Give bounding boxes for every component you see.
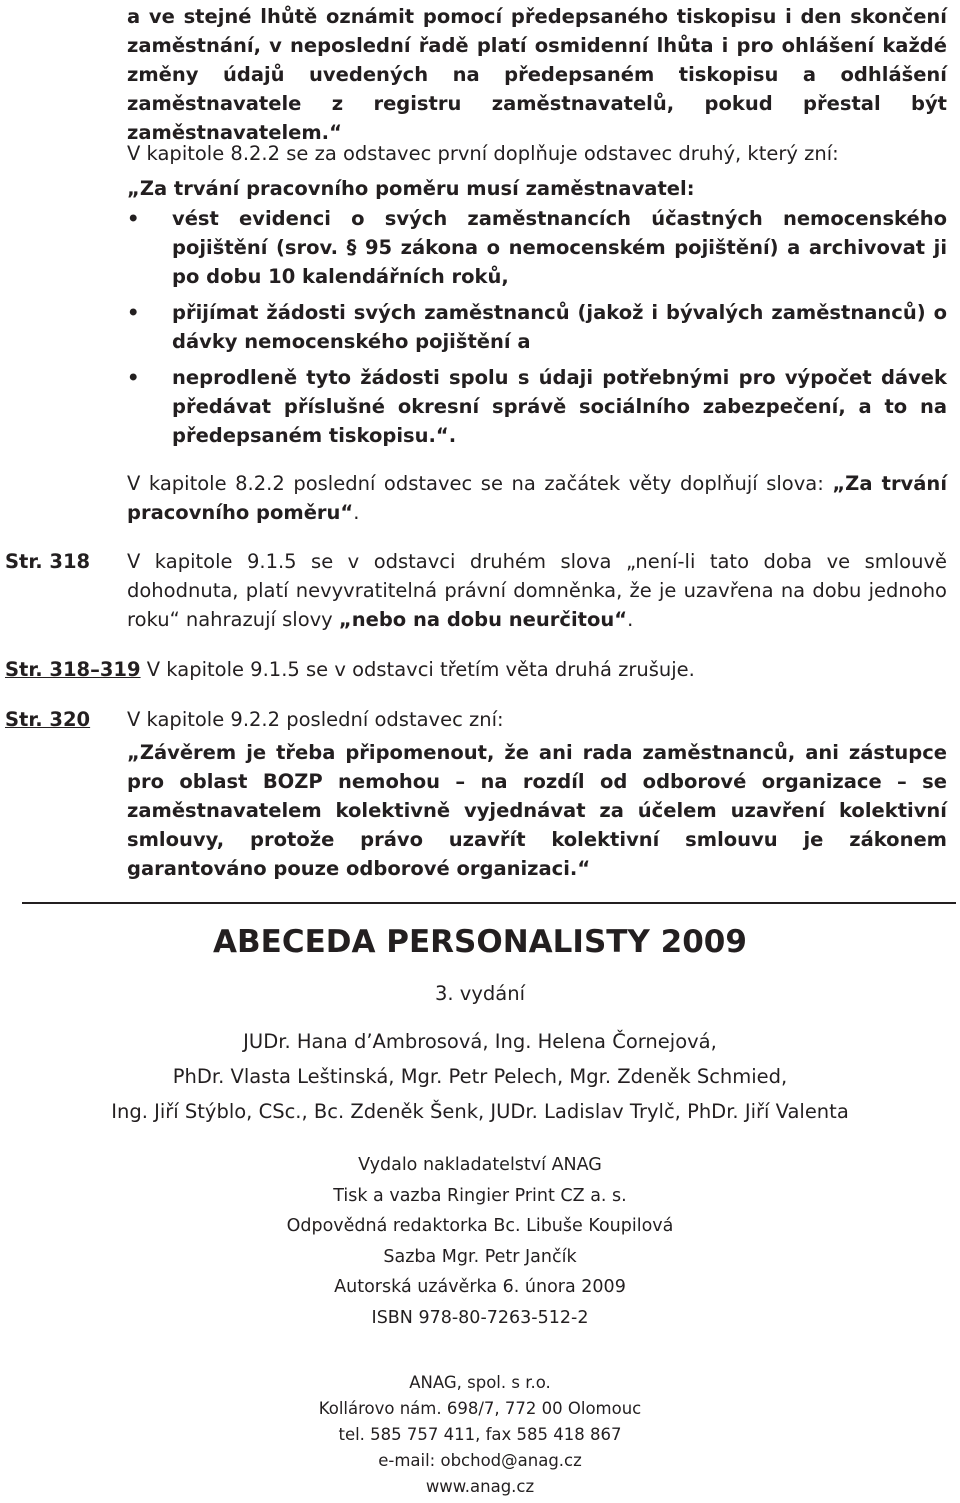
bullet-icon: • — [127, 301, 140, 324]
isbn: ISBN 978-80-7263-512-2 — [371, 1307, 589, 1328]
str318-319-paragraph: Str. 318–319 V kapitole 9.1.5 se v odstavci třetím věta druhá zrušuje. — [5, 658, 695, 681]
section-822-lead: V kapitole 8.2.2 se za odstavec první doplňuje odstavec druhý, který zní: — [127, 142, 839, 165]
closing-date: Autorská uzávěrka 6. února 2009 — [334, 1277, 626, 1297]
intro-paragraph: a ve stejné lhůtě oznámit pomocí předepsaného tiskopisu i den skončení zaměstnání, v neposlední řadě platí osmidenní lhůta i pro ohlášení každé změny údajů uvedených na předepsaném tiskopisu a odhlášení zaměstnavatele z registru zaměstnavatelů, pokud přestal být zaměstnavatelem.“ — [127, 5, 947, 144]
bullet-list — [127, 204, 947, 450]
str320-lead: V kapitole 9.2.2 poslední odstavec zní: — [127, 708, 504, 731]
page-ref-318: Str. 318 — [5, 550, 91, 573]
printer: Tisk a vazba Ringier Print CZ a. s. — [333, 1185, 627, 1206]
bullet-item: • neprodleně tyto žádosti spolu s údaji potřebnými pro výpočet dávek předávat příslušné okresní správě sociálního zabezpečení, a to na předepsaném tiskopisu.“. — [127, 363, 947, 450]
bullet-icon: • — [127, 366, 140, 389]
authors — [0, 1024, 960, 1129]
divider — [22, 902, 956, 904]
edition: 3. vydání — [435, 982, 525, 1005]
author-line: PhDr. Vlasta Leštinská, Mgr. Petr Pelech, Mgr. Zdeněk Schmied, — [172, 1065, 788, 1088]
publisher: Vydalo nakladatelství ANAG — [358, 1155, 602, 1175]
publishing-info — [0, 1150, 960, 1333]
section-822-quote: „Za trvání pracovního poměru musí zaměstnavatel: — [127, 177, 695, 200]
bullet-item: • přijímat žádosti svých zaměstnanců (jakož i bývalých zaměstnanců) o dávky nemocenského pojištění a — [127, 298, 947, 356]
editor: Odpovědná redaktorka Bc. Libuše Koupilová — [286, 1216, 674, 1236]
typesetter: Sazba Mgr. Petr Jančík — [383, 1246, 577, 1267]
website: www.anag.cz — [425, 1477, 535, 1496]
phone-fax: tel. 585 757 411, fax 585 418 867 — [338, 1425, 622, 1444]
bullet-item: • vést evidenci o svých zaměstnancích účastných nemocenského pojištění (srov. § 95 zákona o nemocenském pojištění) a archivovat ji po dobu 10 kalendářních roků, — [127, 204, 947, 291]
address: Kollárovo nám. 698/7, 772 00 Olomouc — [318, 1399, 642, 1418]
str320-quote: „Závěrem je třeba připomenout, že ani rada zaměstnanců, ani zástupce pro oblast BOZP nemohou – na rozdíl od odborové organizace – se zaměstnavatelem kolektivně vyjednávat za účelem uzavření kolektivní smlouvy, protože právo uzavřít kolektivní smlouvu je zákonem garantováno pouze odborové organizaci.“ — [127, 741, 947, 880]
company-name: ANAG, spol. s r.o. — [409, 1373, 551, 1392]
bullet-icon: • — [127, 207, 140, 230]
section-822-last-paragraph: V kapitole 8.2.2 poslední odstavec se na začátek věty doplňují slova: „Za trvání pracovního poměru“. — [127, 472, 947, 524]
contact-info — [0, 1370, 960, 1500]
author-line: Ing. Jiří Stýblo, CSc., Bc. Zdeněk Šenk, JUDr. Ladislav Trylč, PhDr. Jiří Valenta — [111, 1100, 849, 1123]
author-line: JUDr. Hana d’Ambrosová, Ing. Helena Čornejová, — [243, 1030, 717, 1053]
page-ref-318-319: Str. 318–319 — [5, 658, 141, 681]
str318-paragraph: V kapitole 9.1.5 se v odstavci druhém slova „není-li tato doba ve smlouvě dohodnuta, platí nevyvratitelná právní domněnka, že je uzavřena na dobu jednoho roku“ nahrazují slovy „nebo na dobu neurčitou“. — [127, 550, 947, 631]
email: e-mail: obchod@anag.cz — [378, 1451, 582, 1470]
book-title: ABECEDA PERSONALISTY 2009 — [213, 924, 747, 960]
page-ref-320: Str. 320 — [5, 708, 91, 731]
